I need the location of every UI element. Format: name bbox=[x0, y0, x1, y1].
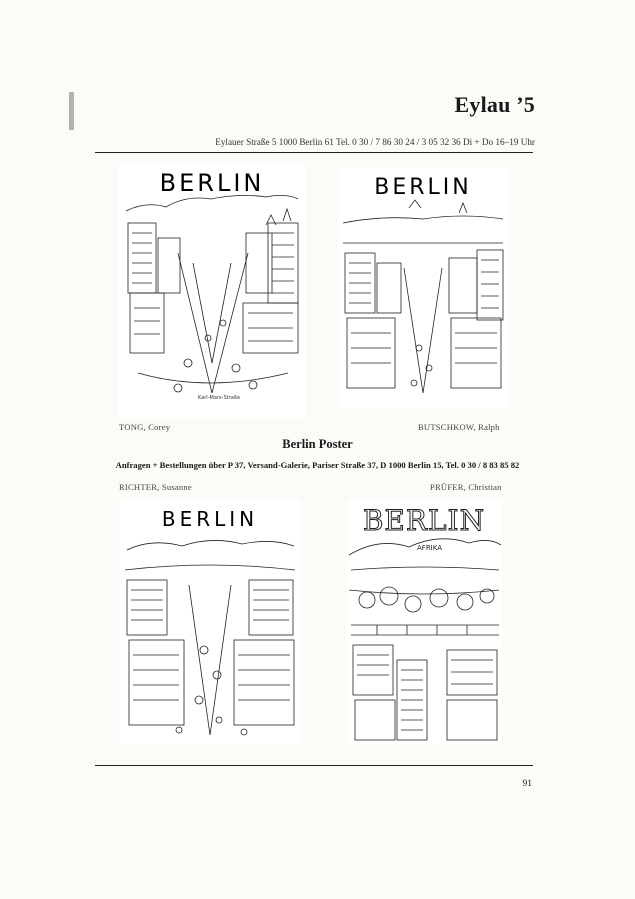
poster-prufer-illustration bbox=[347, 500, 502, 745]
poster-richter-word: BERLIN bbox=[161, 507, 259, 531]
header-rule bbox=[95, 152, 533, 153]
scan-margin-mark bbox=[69, 92, 74, 130]
poster-butschkow bbox=[339, 168, 507, 408]
section-heading: Berlin Poster bbox=[282, 437, 353, 451]
poster-richter-illustration bbox=[119, 500, 301, 745]
gallery-address: Eylauer Straße 5 1000 Berlin 61 Tel. 0 30 / 7 86 30 24 / 3 05 32 36 Di + Do 16–19 Uhr bbox=[215, 137, 535, 147]
poster-tong-street-caption: Karl-Marx-Straße bbox=[198, 395, 241, 401]
poster-tong-word: BERLIN bbox=[159, 169, 265, 197]
poster-butschkow-word: BERLIN bbox=[374, 175, 472, 200]
footer-rule bbox=[95, 765, 533, 766]
credit-prufer: PRÜFER, Christian bbox=[430, 482, 502, 492]
poster-butschkow-illustration bbox=[339, 168, 507, 408]
gallery-title: Eylau ’5 bbox=[454, 92, 535, 117]
page-number: 91 bbox=[522, 779, 532, 789]
credit-butschkow: BUTSCHKOW, Ralph bbox=[418, 422, 500, 432]
poster-prufer bbox=[347, 500, 502, 745]
order-info: Anfragen + Bestellungen über P 37, Versand-Galerie, Pariser Straße 37, D 1000 Berlin 15, Tel. 0 30 / 8 83 85 82 bbox=[115, 460, 520, 470]
poster-prufer-inner-label: AFRIKA bbox=[417, 544, 442, 552]
credit-tong: TONG, Corey bbox=[119, 422, 171, 432]
credit-richter: RICHTER, Susanne bbox=[119, 482, 192, 492]
poster-prufer-word: BERLIN bbox=[362, 504, 486, 537]
poster-richter bbox=[119, 500, 301, 745]
poster-tong bbox=[118, 163, 306, 418]
poster-tong-illustration bbox=[118, 163, 306, 418]
